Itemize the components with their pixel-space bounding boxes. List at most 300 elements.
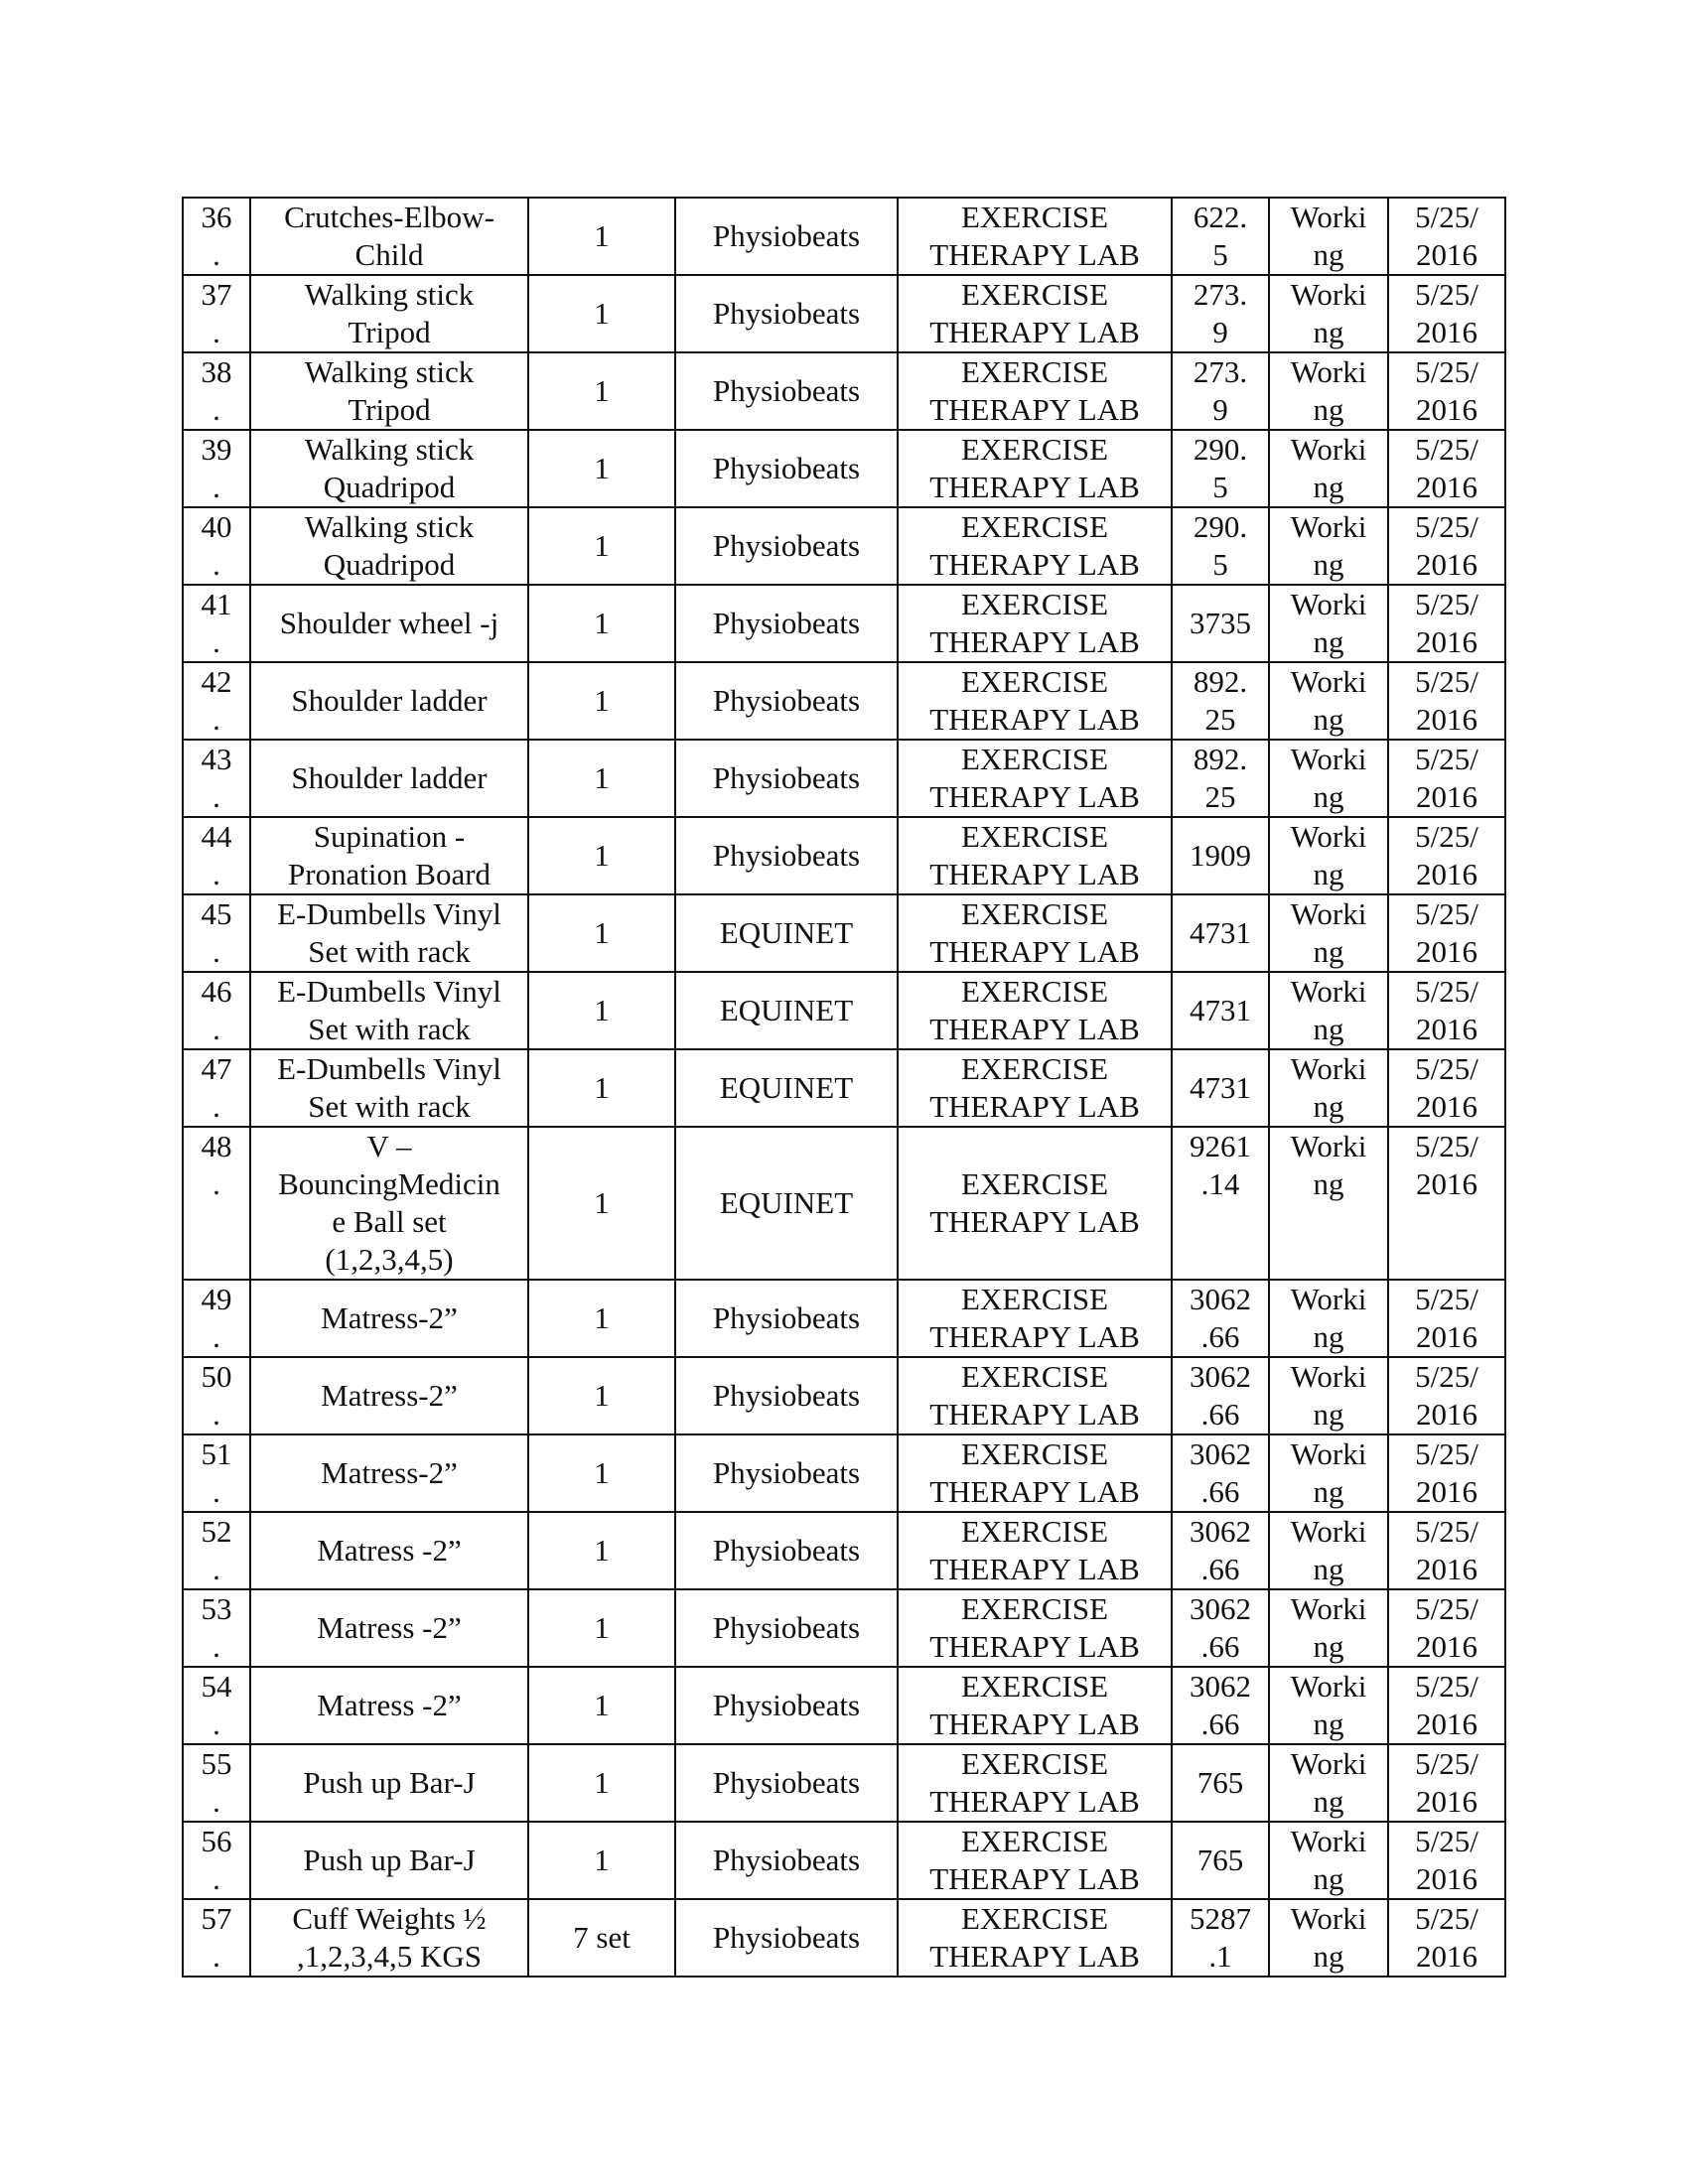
cost-cell-line: .66	[1200, 1397, 1240, 1432]
status-cell-line: ng	[1313, 1319, 1344, 1354]
cost-cell-line: .14	[1200, 1166, 1240, 1201]
cost-cell	[1172, 1744, 1269, 1822]
lab-cell-line: EXERCISE	[960, 896, 1109, 931]
item-name-cell	[250, 1049, 528, 1127]
serial-number-cell	[183, 585, 250, 662]
date-cell-line: 5/25/	[1415, 200, 1478, 234]
cost-cell-line: .66	[1200, 1319, 1240, 1354]
item-name-cell-line: Shoulder wheel -j	[279, 606, 499, 640]
status-cell-line: ng	[1313, 547, 1344, 582]
serial-number-cell-line: 50	[201, 1359, 232, 1394]
table-row	[183, 585, 1505, 662]
status-cell	[1269, 1667, 1388, 1744]
cost-cell	[1172, 1899, 1269, 1977]
lab-cell-line: EXERCISE	[960, 974, 1109, 1009]
serial-number-cell	[183, 1512, 250, 1589]
cost-cell-line: .66	[1200, 1552, 1240, 1586]
date-cell-line: 2016	[1416, 1397, 1477, 1432]
status-cell-line: Worki	[1290, 432, 1367, 467]
status-cell-line: Worki	[1290, 587, 1367, 621]
date-cell	[1388, 1899, 1505, 1977]
lab-cell-line: THERAPY LAB	[929, 1706, 1140, 1741]
serial-number-cell-line: 52	[201, 1514, 232, 1549]
quantity-cell: 1	[528, 1822, 675, 1899]
lab-cell	[898, 894, 1172, 972]
item-name-cell-line: Walking stick	[304, 277, 475, 312]
serial-number-cell-line: .	[212, 392, 220, 427]
serial-number-cell-line: .	[212, 237, 220, 272]
cost-cell-line: 3062	[1190, 1514, 1251, 1549]
table-row	[183, 430, 1505, 507]
table-row	[183, 740, 1505, 817]
date-cell-line: 2016	[1416, 857, 1477, 891]
status-cell-line: Worki	[1290, 1359, 1367, 1394]
lab-cell-line: EXERCISE	[960, 1359, 1109, 1394]
item-name-cell-line: Quadripod	[323, 470, 456, 504]
serial-number-cell-line: .	[212, 702, 220, 737]
serial-number-cell	[183, 1280, 250, 1357]
status-cell-line: Worki	[1290, 1051, 1367, 1086]
status-cell-line: Worki	[1290, 1746, 1367, 1781]
item-name-cell	[250, 585, 528, 662]
cost-cell	[1172, 740, 1269, 817]
status-cell-line: ng	[1313, 702, 1344, 737]
date-cell-line: 5/25/	[1415, 1669, 1478, 1704]
item-name-cell	[250, 1822, 528, 1899]
status-cell-line: ng	[1313, 1397, 1344, 1432]
lab-cell-line: EXERCISE	[960, 509, 1109, 544]
status-cell	[1269, 1049, 1388, 1127]
item-name-cell-line: Walking stick	[304, 432, 475, 467]
date-cell	[1388, 817, 1505, 894]
date-cell	[1388, 1822, 1505, 1899]
quantity-cell: 1	[528, 198, 675, 275]
lab-cell-line: EXERCISE	[960, 1669, 1109, 1704]
status-cell-line: ng	[1313, 1552, 1344, 1586]
item-name-cell-line: E-Dumbells Vinyl	[277, 1051, 501, 1086]
item-name-cell-line: Crutches-Elbow-	[284, 200, 494, 234]
item-name-cell-line: Shoulder ladder	[291, 760, 488, 795]
lab-cell-line: THERAPY LAB	[929, 702, 1140, 737]
table-row	[183, 1357, 1505, 1434]
status-cell-line: Worki	[1290, 277, 1367, 312]
item-name-cell-line: Matress -2”	[317, 1688, 462, 1722]
serial-number-cell-line: 36	[201, 200, 232, 234]
date-cell-line: 2016	[1416, 1706, 1477, 1741]
date-cell	[1388, 1049, 1505, 1127]
cost-cell-line: 4731	[1190, 1070, 1251, 1105]
date-cell-line: 5/25/	[1415, 1436, 1478, 1471]
quantity-cell: 1	[528, 1049, 675, 1127]
quantity-cell: 1	[528, 1512, 675, 1589]
lab-cell-line: THERAPY LAB	[929, 547, 1140, 582]
quantity-cell: 1	[528, 662, 675, 740]
table-row	[183, 662, 1505, 740]
lab-cell-line: EXERCISE	[960, 354, 1109, 389]
lab-cell-line: EXERCISE	[960, 1746, 1109, 1781]
item-name-cell-line: Set with rack	[308, 1089, 471, 1124]
item-name-cell-line: E-Dumbells Vinyl	[277, 974, 501, 1009]
supplier-cell: Physiobeats	[675, 275, 898, 352]
lab-cell-line: THERAPY LAB	[929, 1089, 1140, 1124]
serial-number-cell-line: .	[212, 1784, 220, 1819]
item-name-cell	[250, 275, 528, 352]
quantity-cell: 1	[528, 275, 675, 352]
item-name-cell	[250, 507, 528, 585]
quantity-cell: 1	[528, 430, 675, 507]
table-row	[183, 1512, 1505, 1589]
lab-cell-line: EXERCISE	[960, 1901, 1109, 1936]
serial-number-cell-line: 51	[201, 1436, 232, 1471]
lab-cell-line: EXERCISE	[960, 1436, 1109, 1471]
quantity-cell: 1	[528, 352, 675, 430]
date-cell	[1388, 740, 1505, 817]
status-cell-line: ng	[1313, 1706, 1344, 1741]
date-cell-line: 5/25/	[1415, 1824, 1478, 1858]
status-cell-line: Worki	[1290, 509, 1367, 544]
cost-cell	[1172, 1589, 1269, 1667]
quantity-cell: 1	[528, 817, 675, 894]
date-cell-line: 5/25/	[1415, 664, 1478, 699]
status-cell-line: Worki	[1290, 1436, 1367, 1471]
date-cell-line: 5/25/	[1415, 277, 1478, 312]
cost-cell	[1172, 585, 1269, 662]
lab-cell	[898, 352, 1172, 430]
item-name-cell-line: Matress-2”	[321, 1378, 458, 1413]
date-cell-line: 2016	[1416, 1012, 1477, 1046]
date-cell-line: 5/25/	[1415, 1514, 1478, 1549]
item-name-cell	[250, 352, 528, 430]
table-row	[183, 198, 1505, 275]
serial-number-cell	[183, 1049, 250, 1127]
status-cell	[1269, 972, 1388, 1049]
cost-cell-line: 290.	[1193, 509, 1248, 544]
cost-cell-line: 4731	[1190, 915, 1251, 950]
quantity-cell: 1	[528, 1127, 675, 1280]
status-cell-line: ng	[1313, 1012, 1344, 1046]
item-name-cell	[250, 740, 528, 817]
item-name-cell-line: Pronation Board	[287, 857, 492, 891]
serial-number-cell-line: .	[212, 779, 220, 814]
serial-number-cell-line: .	[212, 857, 220, 891]
lab-cell-line: EXERCISE	[960, 587, 1109, 621]
cost-cell	[1172, 1822, 1269, 1899]
date-cell	[1388, 198, 1505, 275]
status-cell	[1269, 507, 1388, 585]
serial-number-cell-line: 40	[201, 509, 232, 544]
item-name-cell	[250, 1434, 528, 1512]
date-cell	[1388, 585, 1505, 662]
date-cell-line: 2016	[1416, 392, 1477, 427]
date-cell-line: 5/25/	[1415, 974, 1478, 1009]
lab-cell-line: THERAPY LAB	[929, 470, 1140, 504]
cost-cell	[1172, 1512, 1269, 1589]
serial-number-cell	[183, 1822, 250, 1899]
lab-cell-line: THERAPY LAB	[929, 1552, 1140, 1586]
status-cell	[1269, 585, 1388, 662]
lab-cell	[898, 972, 1172, 1049]
status-cell	[1269, 1899, 1388, 1977]
date-cell-line: 5/25/	[1415, 896, 1478, 931]
status-cell-line: ng	[1313, 315, 1344, 349]
cost-cell-line: 1909	[1190, 838, 1251, 873]
lab-cell-line: EXERCISE	[960, 1591, 1109, 1626]
status-cell	[1269, 662, 1388, 740]
lab-cell	[898, 275, 1172, 352]
lab-cell-line: THERAPY LAB	[929, 1474, 1140, 1509]
lab-cell	[898, 1822, 1172, 1899]
item-name-cell-line: Set with rack	[308, 1012, 471, 1046]
supplier-cell: Physiobeats	[675, 1667, 898, 1744]
item-name-cell	[250, 1589, 528, 1667]
lab-cell-line: THERAPY LAB	[929, 1204, 1140, 1239]
cost-cell-line: .66	[1200, 1706, 1240, 1741]
serial-number-cell	[183, 275, 250, 352]
lab-cell	[898, 1280, 1172, 1357]
date-cell-line: 5/25/	[1415, 1359, 1478, 1394]
cost-cell	[1172, 662, 1269, 740]
date-cell	[1388, 1512, 1505, 1589]
status-cell-line: Worki	[1290, 354, 1367, 389]
status-cell-line: ng	[1313, 470, 1344, 504]
date-cell-line: 2016	[1416, 624, 1477, 659]
lab-cell	[898, 507, 1172, 585]
table-row	[183, 1434, 1505, 1512]
date-cell	[1388, 1127, 1505, 1280]
cost-cell-line: 5	[1212, 547, 1228, 582]
quantity-cell: 1	[528, 972, 675, 1049]
status-cell-line: Worki	[1290, 742, 1367, 776]
status-cell-line: Worki	[1290, 1514, 1367, 1549]
date-cell-line: 2016	[1416, 702, 1477, 737]
status-cell	[1269, 430, 1388, 507]
date-cell-line: 5/25/	[1415, 1901, 1478, 1936]
lab-cell-line: THERAPY LAB	[929, 857, 1140, 891]
item-name-cell-line: Push up Bar-J	[303, 1765, 476, 1800]
status-cell-line: ng	[1313, 857, 1344, 891]
lab-cell-line: THERAPY LAB	[929, 237, 1140, 272]
table-row	[183, 275, 1505, 352]
cost-cell	[1172, 1434, 1269, 1512]
supplier-cell: Physiobeats	[675, 352, 898, 430]
supplier-cell: Physiobeats	[675, 1280, 898, 1357]
date-cell	[1388, 1434, 1505, 1512]
serial-number-cell-line: .	[212, 1319, 220, 1354]
cost-cell	[1172, 352, 1269, 430]
cost-cell	[1172, 894, 1269, 972]
serial-number-cell-line: .	[212, 624, 220, 659]
status-cell	[1269, 198, 1388, 275]
status-cell	[1269, 275, 1388, 352]
serial-number-cell-line: 48	[201, 1129, 232, 1163]
lab-cell-line: THERAPY LAB	[929, 392, 1140, 427]
lab-cell-line: EXERCISE	[960, 1824, 1109, 1858]
item-name-cell	[250, 894, 528, 972]
cost-cell-line: 273.	[1193, 354, 1248, 389]
date-cell-line: 2016	[1416, 547, 1477, 582]
date-cell-line: 2016	[1416, 1784, 1477, 1819]
status-cell-line: ng	[1313, 237, 1344, 272]
date-cell-line: 2016	[1416, 934, 1477, 969]
supplier-cell: EQUINET	[675, 1127, 898, 1280]
date-cell-line: 2016	[1416, 237, 1477, 272]
supplier-cell: Physiobeats	[675, 585, 898, 662]
status-cell	[1269, 1127, 1388, 1280]
status-cell	[1269, 1434, 1388, 1512]
item-name-cell	[250, 430, 528, 507]
item-name-cell	[250, 1127, 528, 1280]
quantity-cell: 1	[528, 585, 675, 662]
status-cell	[1269, 894, 1388, 972]
date-cell-line: 2016	[1416, 1166, 1477, 1201]
lab-cell	[898, 1357, 1172, 1434]
status-cell-line: ng	[1313, 1861, 1344, 1896]
item-name-cell	[250, 1667, 528, 1744]
item-name-cell-line: V –	[366, 1129, 412, 1163]
lab-cell	[898, 198, 1172, 275]
serial-number-cell-line: 41	[201, 587, 232, 621]
lab-cell-line: EXERCISE	[960, 742, 1109, 776]
table-row	[183, 1744, 1505, 1822]
table-row	[183, 1127, 1505, 1280]
cost-cell-line: .1	[1208, 1939, 1232, 1974]
cost-cell-line: 25	[1204, 702, 1236, 737]
serial-number-cell-line: 37	[201, 277, 232, 312]
date-cell-line: 5/25/	[1415, 509, 1478, 544]
cost-cell	[1172, 198, 1269, 275]
item-name-cell	[250, 1512, 528, 1589]
date-cell-line: 2016	[1416, 1939, 1477, 1974]
serial-number-cell	[183, 817, 250, 894]
lab-cell	[898, 662, 1172, 740]
supplier-cell: Physiobeats	[675, 430, 898, 507]
cost-cell	[1172, 430, 1269, 507]
status-cell	[1269, 352, 1388, 430]
cost-cell	[1172, 275, 1269, 352]
serial-number-cell-line: 44	[201, 819, 232, 854]
item-name-cell-line: Push up Bar-J	[303, 1843, 476, 1877]
lab-cell-line: THERAPY LAB	[929, 1397, 1140, 1432]
lab-cell	[898, 1049, 1172, 1127]
lab-cell-line: EXERCISE	[960, 1282, 1109, 1316]
lab-cell-line: THERAPY LAB	[929, 1629, 1140, 1664]
quantity-cell: 1	[528, 894, 675, 972]
lab-cell-line: EXERCISE	[960, 1514, 1109, 1549]
status-cell	[1269, 1280, 1388, 1357]
cost-cell	[1172, 507, 1269, 585]
serial-number-cell	[183, 662, 250, 740]
cost-cell-line: 3062	[1190, 1282, 1251, 1316]
table-row	[183, 817, 1505, 894]
status-cell	[1269, 1589, 1388, 1667]
supplier-cell: Physiobeats	[675, 198, 898, 275]
cost-cell-line: 5287	[1190, 1901, 1251, 1936]
serial-number-cell-line: .	[212, 934, 220, 969]
supplier-cell: Physiobeats	[675, 1357, 898, 1434]
lab-cell-line: THERAPY LAB	[929, 1861, 1140, 1896]
table-row	[183, 1280, 1505, 1357]
quantity-cell: 1	[528, 1280, 675, 1357]
item-name-cell-line: Tripod	[348, 315, 431, 349]
cost-cell-line: 9	[1212, 392, 1228, 427]
date-cell	[1388, 1357, 1505, 1434]
item-name-cell-line: Quadripod	[323, 547, 456, 582]
cost-cell-line: 3062	[1190, 1436, 1251, 1471]
cost-cell-line: 9	[1212, 315, 1228, 349]
cost-cell-line: 5	[1212, 470, 1228, 504]
lab-cell	[898, 1589, 1172, 1667]
serial-number-cell-line: .	[212, 1629, 220, 1664]
lab-cell	[898, 585, 1172, 662]
serial-number-cell	[183, 740, 250, 817]
item-name-cell	[250, 1899, 528, 1977]
serial-number-cell-line: .	[212, 1166, 220, 1201]
item-name-cell-line: Matress -2”	[317, 1533, 462, 1568]
lab-cell-line: THERAPY LAB	[929, 934, 1140, 969]
cost-cell-line: 622.	[1193, 200, 1248, 234]
serial-number-cell-line: .	[212, 470, 220, 504]
status-cell-line: ng	[1313, 1474, 1344, 1509]
serial-number-cell	[183, 1357, 250, 1434]
item-name-cell-line: (1,2,3,4,5)	[325, 1242, 454, 1277]
status-cell-line: Worki	[1290, 664, 1367, 699]
date-cell	[1388, 275, 1505, 352]
quantity-cell: 1	[528, 1589, 675, 1667]
table-row	[183, 1589, 1505, 1667]
date-cell	[1388, 972, 1505, 1049]
cost-cell	[1172, 1127, 1269, 1280]
status-cell-line: Worki	[1290, 1669, 1367, 1704]
item-name-cell	[250, 1280, 528, 1357]
cost-cell-line: 892.	[1193, 742, 1248, 776]
status-cell-line: Worki	[1290, 896, 1367, 931]
serial-number-cell-line: 49	[201, 1282, 232, 1316]
date-cell-line: 2016	[1416, 1474, 1477, 1509]
date-cell-line: 5/25/	[1415, 432, 1478, 467]
serial-number-cell-line: .	[212, 1012, 220, 1046]
lab-cell	[898, 1667, 1172, 1744]
date-cell-line: 2016	[1416, 1552, 1477, 1586]
item-name-cell-line: Matress -2”	[317, 1610, 462, 1645]
lab-cell-line: EXERCISE	[960, 664, 1109, 699]
cost-cell-line: 3062	[1190, 1359, 1251, 1394]
date-cell-line: 5/25/	[1415, 742, 1478, 776]
serial-number-cell-line: 47	[201, 1051, 232, 1086]
quantity-cell: 1	[528, 1744, 675, 1822]
date-cell	[1388, 662, 1505, 740]
cost-cell-line: 3062	[1190, 1591, 1251, 1626]
cost-cell-line: 290.	[1193, 432, 1248, 467]
serial-number-cell	[183, 1589, 250, 1667]
serial-number-cell-line: 53	[201, 1591, 232, 1626]
date-cell-line: 5/25/	[1415, 819, 1478, 854]
status-cell-line: ng	[1313, 1629, 1344, 1664]
supplier-cell: Physiobeats	[675, 1899, 898, 1977]
date-cell-line: 5/25/	[1415, 1282, 1478, 1316]
quantity-cell: 1	[528, 740, 675, 817]
lab-cell	[898, 430, 1172, 507]
status-cell-line: ng	[1313, 1784, 1344, 1819]
serial-number-cell-line: 45	[201, 896, 232, 931]
cost-cell-line: 892.	[1193, 664, 1248, 699]
status-cell-line: Worki	[1290, 1591, 1367, 1626]
date-cell-line: 2016	[1416, 1629, 1477, 1664]
item-name-cell	[250, 817, 528, 894]
lab-cell	[898, 817, 1172, 894]
lab-cell-line: THERAPY LAB	[929, 1939, 1140, 1974]
serial-number-cell-line: 55	[201, 1746, 232, 1781]
lab-cell	[898, 740, 1172, 817]
